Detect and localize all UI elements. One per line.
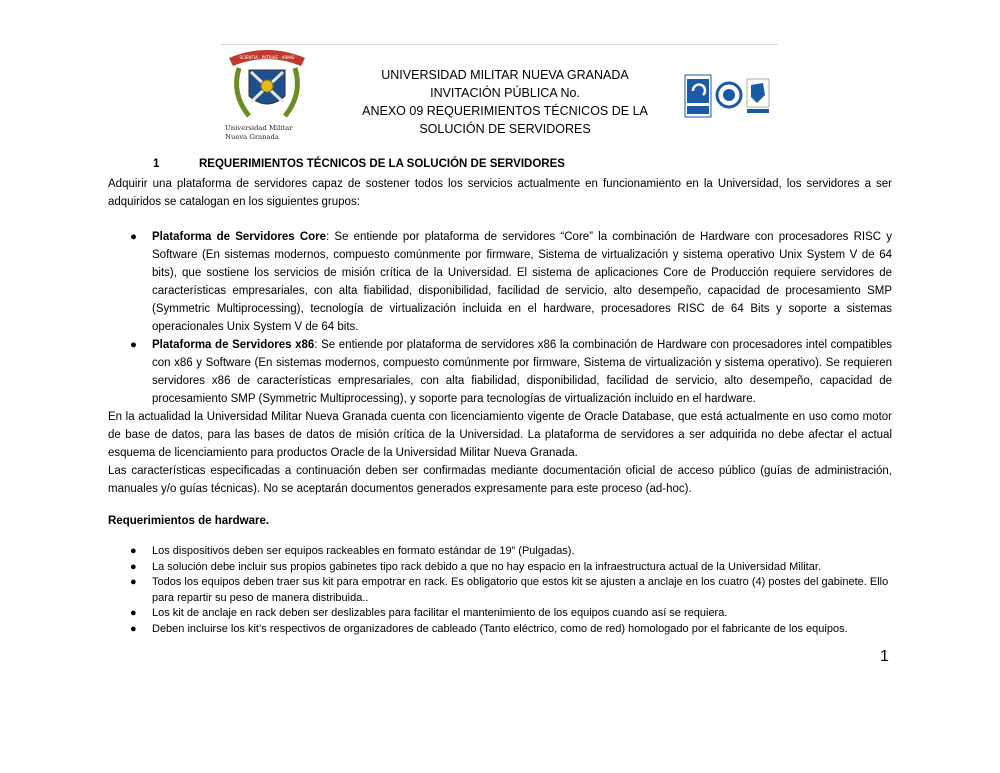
page-number: 1 — [880, 648, 889, 665]
header-line-2: INVITACIÓN PÚBLICA No. — [430, 86, 580, 100]
list-item: ● Todos los equipos deben traer sus kit para empotrar en rack. Es obligatorio que estos kit se ajusten a anclaje en los cuatro (4) postes del gabinete. Ello para repartir su peso de manera distribuida.. — [130, 576, 889, 604]
list-item — [108, 336, 892, 408]
list-item: ● Los dispositivos deben ser equipos rackeables en formato estándar de 19” (Pulgadas). — [108, 544, 892, 560]
list-item: ● Deben incluirse los kit’s respectivos de organizadores de cableado (Tanto eléctrico, como de red) homologado por el fabricante de los equipos. — [108, 622, 892, 638]
bullet-icon: ● — [130, 545, 137, 557]
bullet-icon: ● — [130, 607, 137, 620]
section-number: 1 — [153, 158, 160, 170]
hardware-heading: Requerimientos de hardware. — [108, 515, 270, 527]
laurel-left-icon — [237, 68, 249, 116]
list-item: ● Los kit de anclaje en rack deben ser deslizables para facilitar el mantenimiento de los equipos cuando así se requiera. — [108, 606, 892, 622]
logo-caption-1: Universidad Militar — [225, 124, 293, 132]
bullet-icon: ● — [130, 622, 137, 635]
section-title: REQUERIMIENTOS TÉCNICOS DE LA SOLUCIÓN DE SERVIDORES — [199, 158, 565, 170]
licensing-paragraph: En la actualidad la Universidad Militar Nueva Granada cuenta con licenciamiento vigente de Oracle Database, que está actualmente en uso como motor de base de datos, para las bases de datos de misión crítica de la Universidad. La plataforma de servidores a ser adquirida no debe afectar el actual esquema de licenciamiento para productos Oracle de la Universidad Militar Nueva Granada. — [108, 411, 892, 459]
hardware-requirements-list — [108, 544, 892, 638]
documentation-paragraph: Las características especificadas a continuación deben ser confirmadas mediante documentación oficial de acceso público (guías de administración, manuales y/o guías técnicas). No se aceptarán documentos generados expresamente para este proceso (ad-hoc). — [108, 465, 892, 495]
header-title-block — [330, 66, 680, 138]
platform-description: : Se entiende por plataforma de servidores x86 la combinación de Hardware con procesadores intel compatibles con x86 y Software (En sistemas modernos, compuesto comúnmente por firmware, Sistema de virtualización y sistema operativo). Se requieren servidores x86 de características empresariales, con alta fiabilidad, disponibilidad, facilidad de servicio, alto desempeño, capacidad de procesamiento SMP (Symmetric Multiprocessing), y soporte para tecnologías de virtualización incluido en el hardware. — [152, 339, 892, 405]
bullet-icon: ● — [130, 576, 137, 589]
platform-list — [108, 228, 892, 408]
header-line-3: ANEXO 09 REQUERIMIENTOS TÉCNICOS DE LA — [362, 104, 648, 118]
list-item: ● La solución debe incluir sus propios gabinetes tipo rack debido a que no hay espacio en la infraestructura actual de la Universidad Militar. — [108, 560, 892, 576]
list-item — [108, 228, 892, 336]
platform-term: Plataforma de Servidores x86 — [152, 339, 315, 351]
bullet-icon: ● — [130, 560, 137, 573]
seal-motto: SCIENTIA · PATRIAE · ARMIS — [239, 55, 295, 60]
header-line-4: SOLUCIÓN DE SERVIDORES — [419, 122, 591, 136]
logo-caption-2: Nueva Granada — [225, 133, 279, 141]
bullet-icon: ● — [130, 231, 137, 243]
intro-paragraph: Adquirir una plataforma de servidores capaz de sostener todos los servicios actualmente en funcionamiento en la Universidad, los servidores a ser adquiridos se catalogan en los siguientes grupos: — [108, 178, 892, 208]
emblem-center-icon — [261, 80, 273, 92]
header-line-1: UNIVERSIDAD MILITAR NUEVA GRANADA — [381, 68, 629, 82]
bullet-icon: ● — [130, 339, 137, 351]
platform-description: : Se entiende por plataforma de servidores “Core” la combinación de Hardware con procesadores RISC y Software (En sistemas modernos, compuesto comúnmente por firmware, Sistema de virtualización y sistema operativo Unix System V de 64 bits), que sostiene los servicios de misión crítica de la Universidad. El sistema de aplicaciones Core de Producción requiere servidores de características empresariales, con alta fiabilidad, disponibilidad, facilidad de servicio, alto desempeño, capacidad de procesamiento SMP (Symmetric Multiprocessing), tecnología de virtualización incluida en el hardware, procesadores RISC de 64 Bits y soporte a sistemas operacionales Unix System V de 64 bits. — [152, 231, 892, 333]
platform-term: Plataforma de Servidores Core — [152, 231, 327, 243]
laurel-right-icon — [285, 68, 297, 116]
university-logo — [221, 44, 313, 142]
certification-logos — [683, 73, 773, 119]
